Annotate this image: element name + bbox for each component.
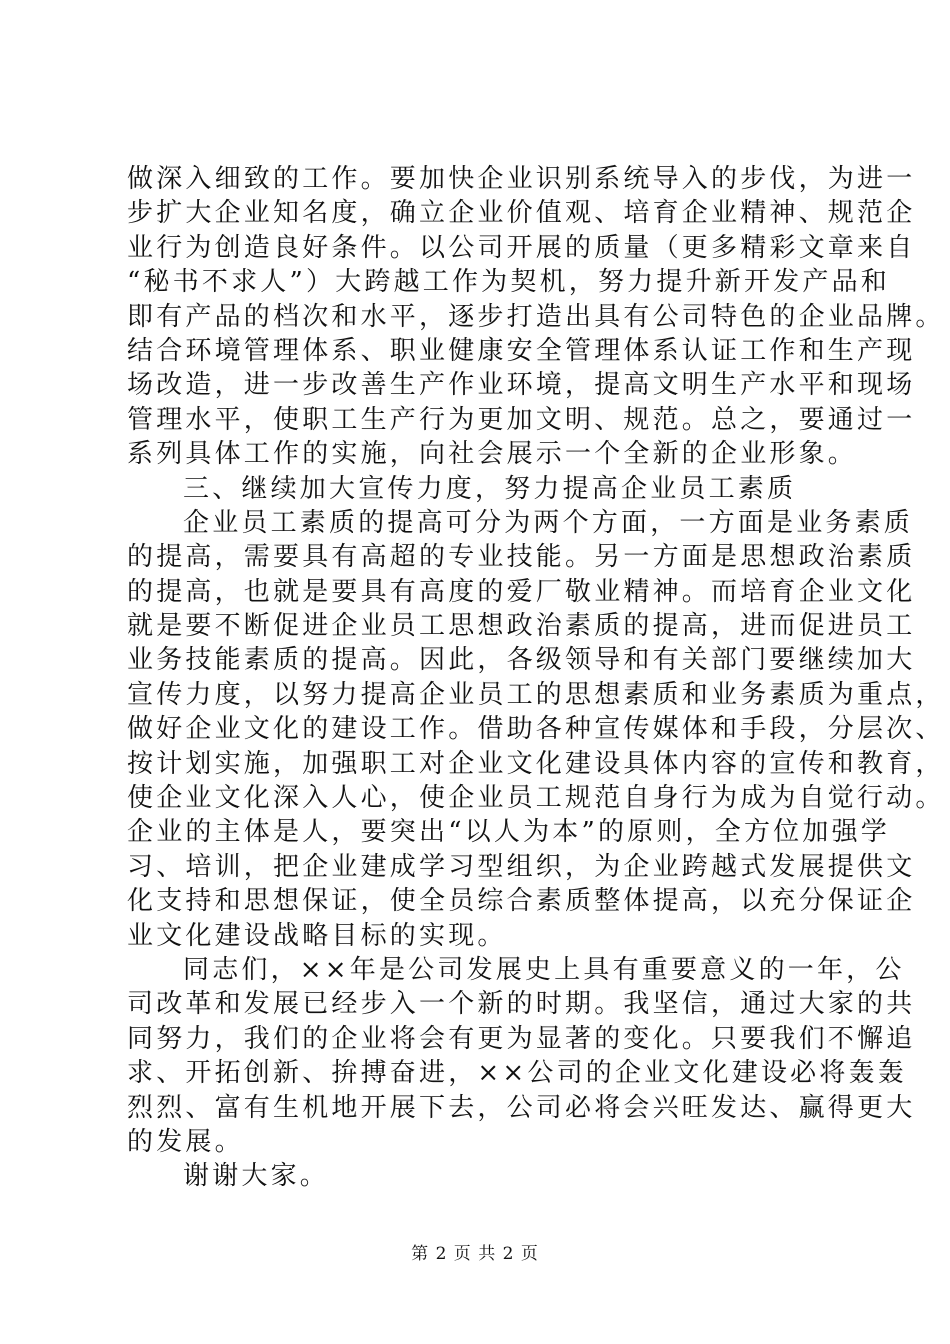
text-line: 的发展。	[127, 1126, 244, 1157]
text-line: 场改造，进一步改善生产作业环境，提高文明生产水平和现场	[127, 370, 916, 401]
text-line: 司改革和发展已经步入一个新的时期。我坚信，通过大家的共	[127, 989, 916, 1020]
text-line: 按计划实施，加强职工对企业文化建设具体内容的宣传和教育，	[127, 748, 945, 779]
text-line: 步扩大企业知名度，确立企业价值观、培育企业精神、规范企	[127, 198, 916, 229]
text-line: 企业员工素质的提高可分为两个方面，一方面是业务素质	[183, 507, 914, 538]
text-line: 就是要不断促进企业员工思想政治素质的提高，进而促进员工	[127, 611, 916, 642]
text-line: 做深入细致的工作。要加快企业识别系统导入的步伐，为进一	[127, 164, 916, 194]
document-body	[127, 162, 945, 1194]
page-footer: 第 2 页 共 2 页	[411, 1244, 539, 1264]
text-line: 的提高，也就是要具有高度的爱厂敬业精神。而培育企业文化	[127, 576, 916, 607]
text-line: 即有产品的档次和水平，逐步打造出具有公司特色的企业品牌。	[127, 301, 945, 332]
text-line: 做好企业文化的建设工作。借助各种宣传媒体和手段，分层次、	[127, 714, 945, 745]
text-line: 使企业文化深入人心，使企业员工规范自身行为成为自觉行动。	[127, 783, 945, 814]
text-line: 同努力，我们的企业将会有更为显著的变化。只要我们不懈追	[127, 1023, 916, 1054]
text-line: 的提高，需要具有高超的专业技能。另一方面是思想政治素质	[127, 542, 916, 573]
text-line: 谢谢大家。	[183, 1161, 330, 1192]
text-line: 系列具体工作的实施，向社会展示一个全新的企业形象。	[127, 439, 858, 470]
text-line: 业行为创造良好条件。以公司开展的质量（更多精彩文章来自	[127, 232, 916, 263]
text-line: 企业的主体是人，要突出“以人为本”的原则，全方位加强学	[127, 817, 890, 848]
text-line: 业文化建设战略目标的实现。	[127, 920, 507, 951]
text-line: 求、开拓创新、拚搏奋进，××公司的企业文化建设必将轰轰	[127, 1058, 907, 1089]
text-line: 烈烈、富有生机地开展下去，公司必将会兴旺发达、赢得更大	[127, 1092, 916, 1123]
text-line: 结合环境管理体系、职业健康安全管理体系认证工作和生产现	[127, 335, 916, 366]
text-line: 三、继续加大宣传力度，努力提高企业员工素质	[183, 473, 797, 504]
text-line: 管理水平，使职工生产行为更加文明、规范。总之，要通过一	[127, 404, 916, 435]
text-line: 宣传力度，以努力提高企业员工的思想素质和业务素质为重点，	[127, 679, 945, 710]
text-line: 业务技能素质的提高。因此，各级领导和有关部门要继续加大	[127, 645, 916, 676]
text-line: 化支持和思想保证，使全员综合素质整体提高，以充分保证企	[127, 886, 916, 917]
text-line: 同志们，××年是公司发展史上具有重要意义的一年，公	[183, 954, 905, 985]
text-line: 习、培训，把企业建成学习型组织，为企业跨越式发展提供文	[127, 851, 916, 882]
text-line: “秘书不求人”）大跨越工作为契机，努力提升新开发产品和	[127, 267, 890, 298]
